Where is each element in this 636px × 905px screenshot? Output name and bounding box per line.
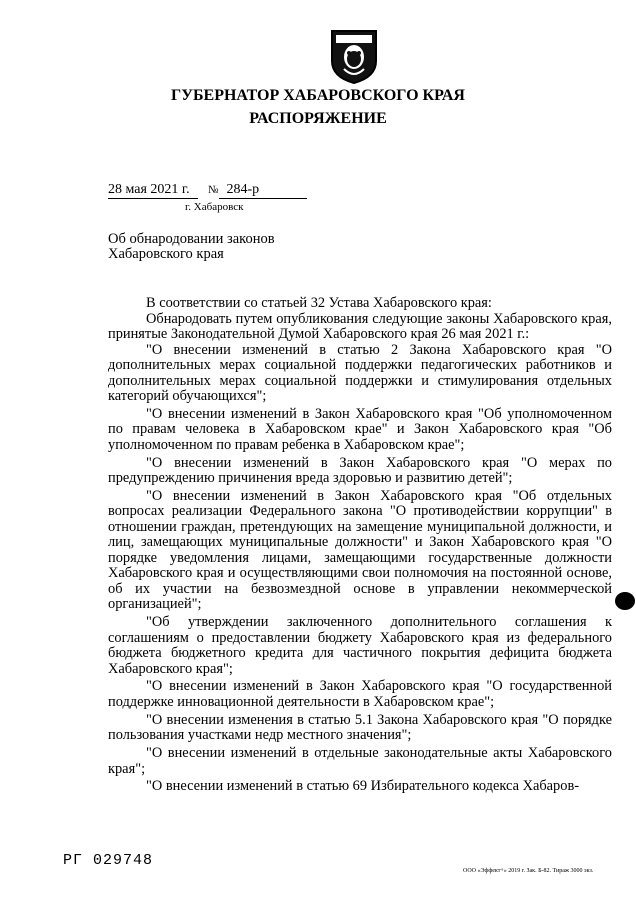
body-paragraph: В соответствии со статьей 32 Устава Хабаровского края: [146, 295, 492, 311]
body-paragraph: "О внесении изменений в Закон Хабаровского края "О государственной поддержке инновационной деятельности в Хабаровском крае"; [108, 678, 612, 710]
number-label: № [208, 184, 219, 196]
body-paragraph: "О внесении изменений в Закон Хабаровского края "О мерах по предупреждению причинения вреда здоровью и развитию детей"; [108, 454, 612, 487]
subject-heading [108, 232, 275, 262]
place-of-issue: г. Хабаровск [185, 201, 244, 213]
serial-number: РГ 029748 [63, 852, 154, 869]
punch-hole [615, 592, 635, 610]
coat-of-arms-icon [330, 27, 378, 85]
body-paragraph: Обнародовать путем опубликования следующие законы Хабаровского края, принятые Законодательной Думой Хабаровского края 26 мая 2021 г.: [108, 310, 612, 342]
printer-imprint: ООО «Эффект+» 2019 г. Зак. Б-82. Тираж 3000 экз. [463, 868, 594, 874]
body-paragraph: "Об утверждении заключенного дополнительного соглашения к соглашениям о предоставлении бюджету Хабаровского края из федерального бюджета бюджетного кредита для частичного покрытия дефицита бюджета Хабаровского края"; [108, 614, 612, 677]
document-type-title: РАСПОРЯЖЕНИЕ [249, 110, 387, 127]
subject-line: Хабаровского края [108, 246, 224, 262]
body-paragraph: "О внесении изменений в статью 2 Закона Хабаровского края "О дополнительных мерах социальной поддержки педагогических работников и дополнительных мерах социальной поддержки и стимулирования отдельных категорий обучающихся"; [108, 341, 612, 404]
document-number: 284-р [219, 182, 307, 199]
body-paragraph: "О внесении изменений в статью 69 Избирательного кодекса Хабаров- [146, 778, 580, 795]
body-paragraph: "О внесении изменения в статью 5.1 Закона Хабаровского края "О порядке пользования участками недр местного значения"; [108, 711, 612, 744]
body-paragraph: "О внесении изменений в Закон Хабаровского края "Об отдельных вопросах реализации Федерального закона "О противодействии коррупции" в отношении граждан, претендующих на замещение муниципальной должности, и лиц, замещающих муниципальные должности" и Закон Хабаровского края "О порядке уведомления лицами, замещающими государственные должности Хабаровского края и осуществляющими свои полномочия на постоянной основе, об их участии на безвозмездной основе в управлении некоммерческой организацией"; [108, 487, 612, 613]
document-date: 28 мая 2021 г. [108, 182, 198, 199]
subject-line: Об обнародовании законов [108, 231, 275, 247]
document-body [108, 296, 612, 797]
body-paragraph: "О внесении изменений в Закон Хабаровского края "Об уполномоченном по правам человека в Хабаровском крае" и Закон Хабаровского края "Об уполномоченном по правам ребенка в Хабаровском крае"; [108, 405, 612, 453]
issuer-title: ГУБЕРНАТОР ХАБАРОВСКОГО КРАЯ [171, 87, 465, 104]
date-number-line [108, 182, 307, 199]
body-paragraph: "О внесении изменений в отдельные законодательные акты Хабаровского края"; [108, 745, 612, 777]
